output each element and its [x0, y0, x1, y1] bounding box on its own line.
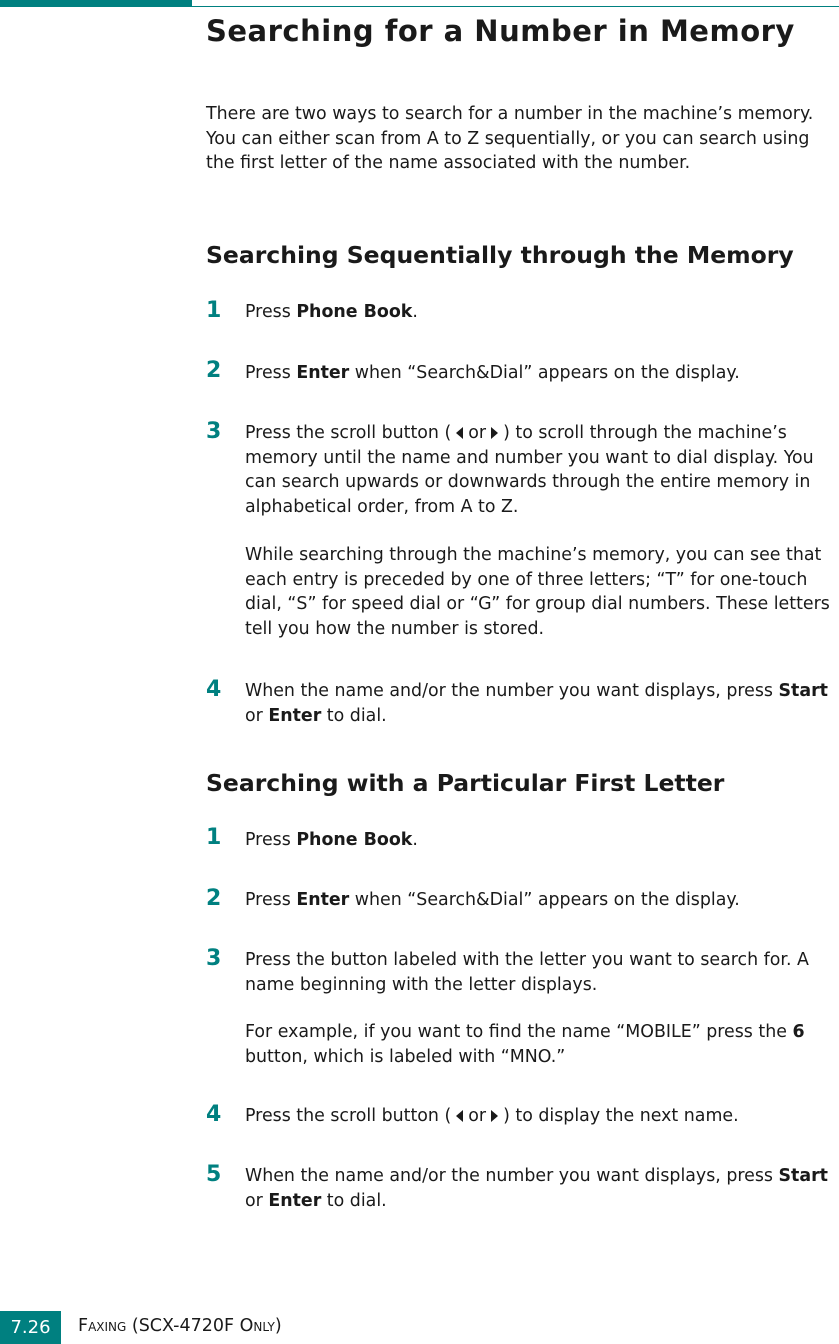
- section-heading-first-letter: Searching with a Particular First Letter: [206, 769, 725, 797]
- step-number: 4: [206, 1102, 222, 1127]
- step-text: Press Phone Book.: [245, 830, 418, 850]
- step-text: Press the button labeled with the letter you want to search for. A name beginning with the letter displays.: [245, 950, 809, 995]
- step-number: 1: [206, 825, 222, 850]
- step-text: When the name and/or the number you want displays, press Start or Enter to dial.: [245, 681, 828, 726]
- header-rule: [192, 6, 839, 7]
- step-text: Press the scroll button ( or ) to display the next name.: [245, 1106, 739, 1126]
- intro-paragraph: There are two ways to search for a number in the machine’s memory. You can either scan from A to Z sequentially, or you can search using the first letter of the name associated with the number.: [206, 104, 814, 173]
- scroll-left-icon: [456, 427, 463, 439]
- scroll-right-icon: [491, 427, 498, 439]
- step-text: Press the scroll button ( or ) to scroll through the machine’s memory until the name and number you want to dial display. You can search upwards or downwards through the entire memory in alphabetical order, from A to Z.: [245, 423, 814, 517]
- page-title: Searching for a Number in Memory: [206, 14, 795, 48]
- step-number: 1: [206, 298, 222, 323]
- scroll-right-icon: [491, 1110, 498, 1122]
- page-number: 7.26: [0, 1311, 61, 1344]
- step-number: 3: [206, 946, 222, 971]
- step-number: 2: [206, 358, 222, 383]
- scroll-left-icon: [456, 1110, 463, 1122]
- step-note: While searching through the machine’s memory, you can see that each entry is preceded by one of three letters; “T” for one-touch dial, “S” for speed dial or “G” for group dial numbers. These letters tell you how the number is stored.: [245, 545, 830, 639]
- step-number: 4: [206, 677, 222, 702]
- step-text: Press Phone Book.: [245, 302, 418, 322]
- section-heading-sequential: Searching Sequentially through the Memory: [206, 241, 794, 269]
- step-number: 3: [206, 419, 222, 444]
- step-text: Press Enter when “Search&Dial” appears on the display.: [245, 890, 740, 910]
- step-text: Press Enter when “Search&Dial” appears on the display.: [245, 363, 740, 383]
- step-number: 2: [206, 886, 222, 911]
- step-number: 5: [206, 1162, 222, 1187]
- step-note: For example, if you want to find the name “MOBILE” press the 6 button, which is labeled with “MNO.”: [245, 1022, 805, 1067]
- footer-chapter-label: Faxing (SCX-4720F Only): [78, 1316, 282, 1336]
- header-accent-bar: [0, 0, 192, 7]
- step-text: When the name and/or the number you want displays, press Start or Enter to dial.: [245, 1166, 828, 1211]
